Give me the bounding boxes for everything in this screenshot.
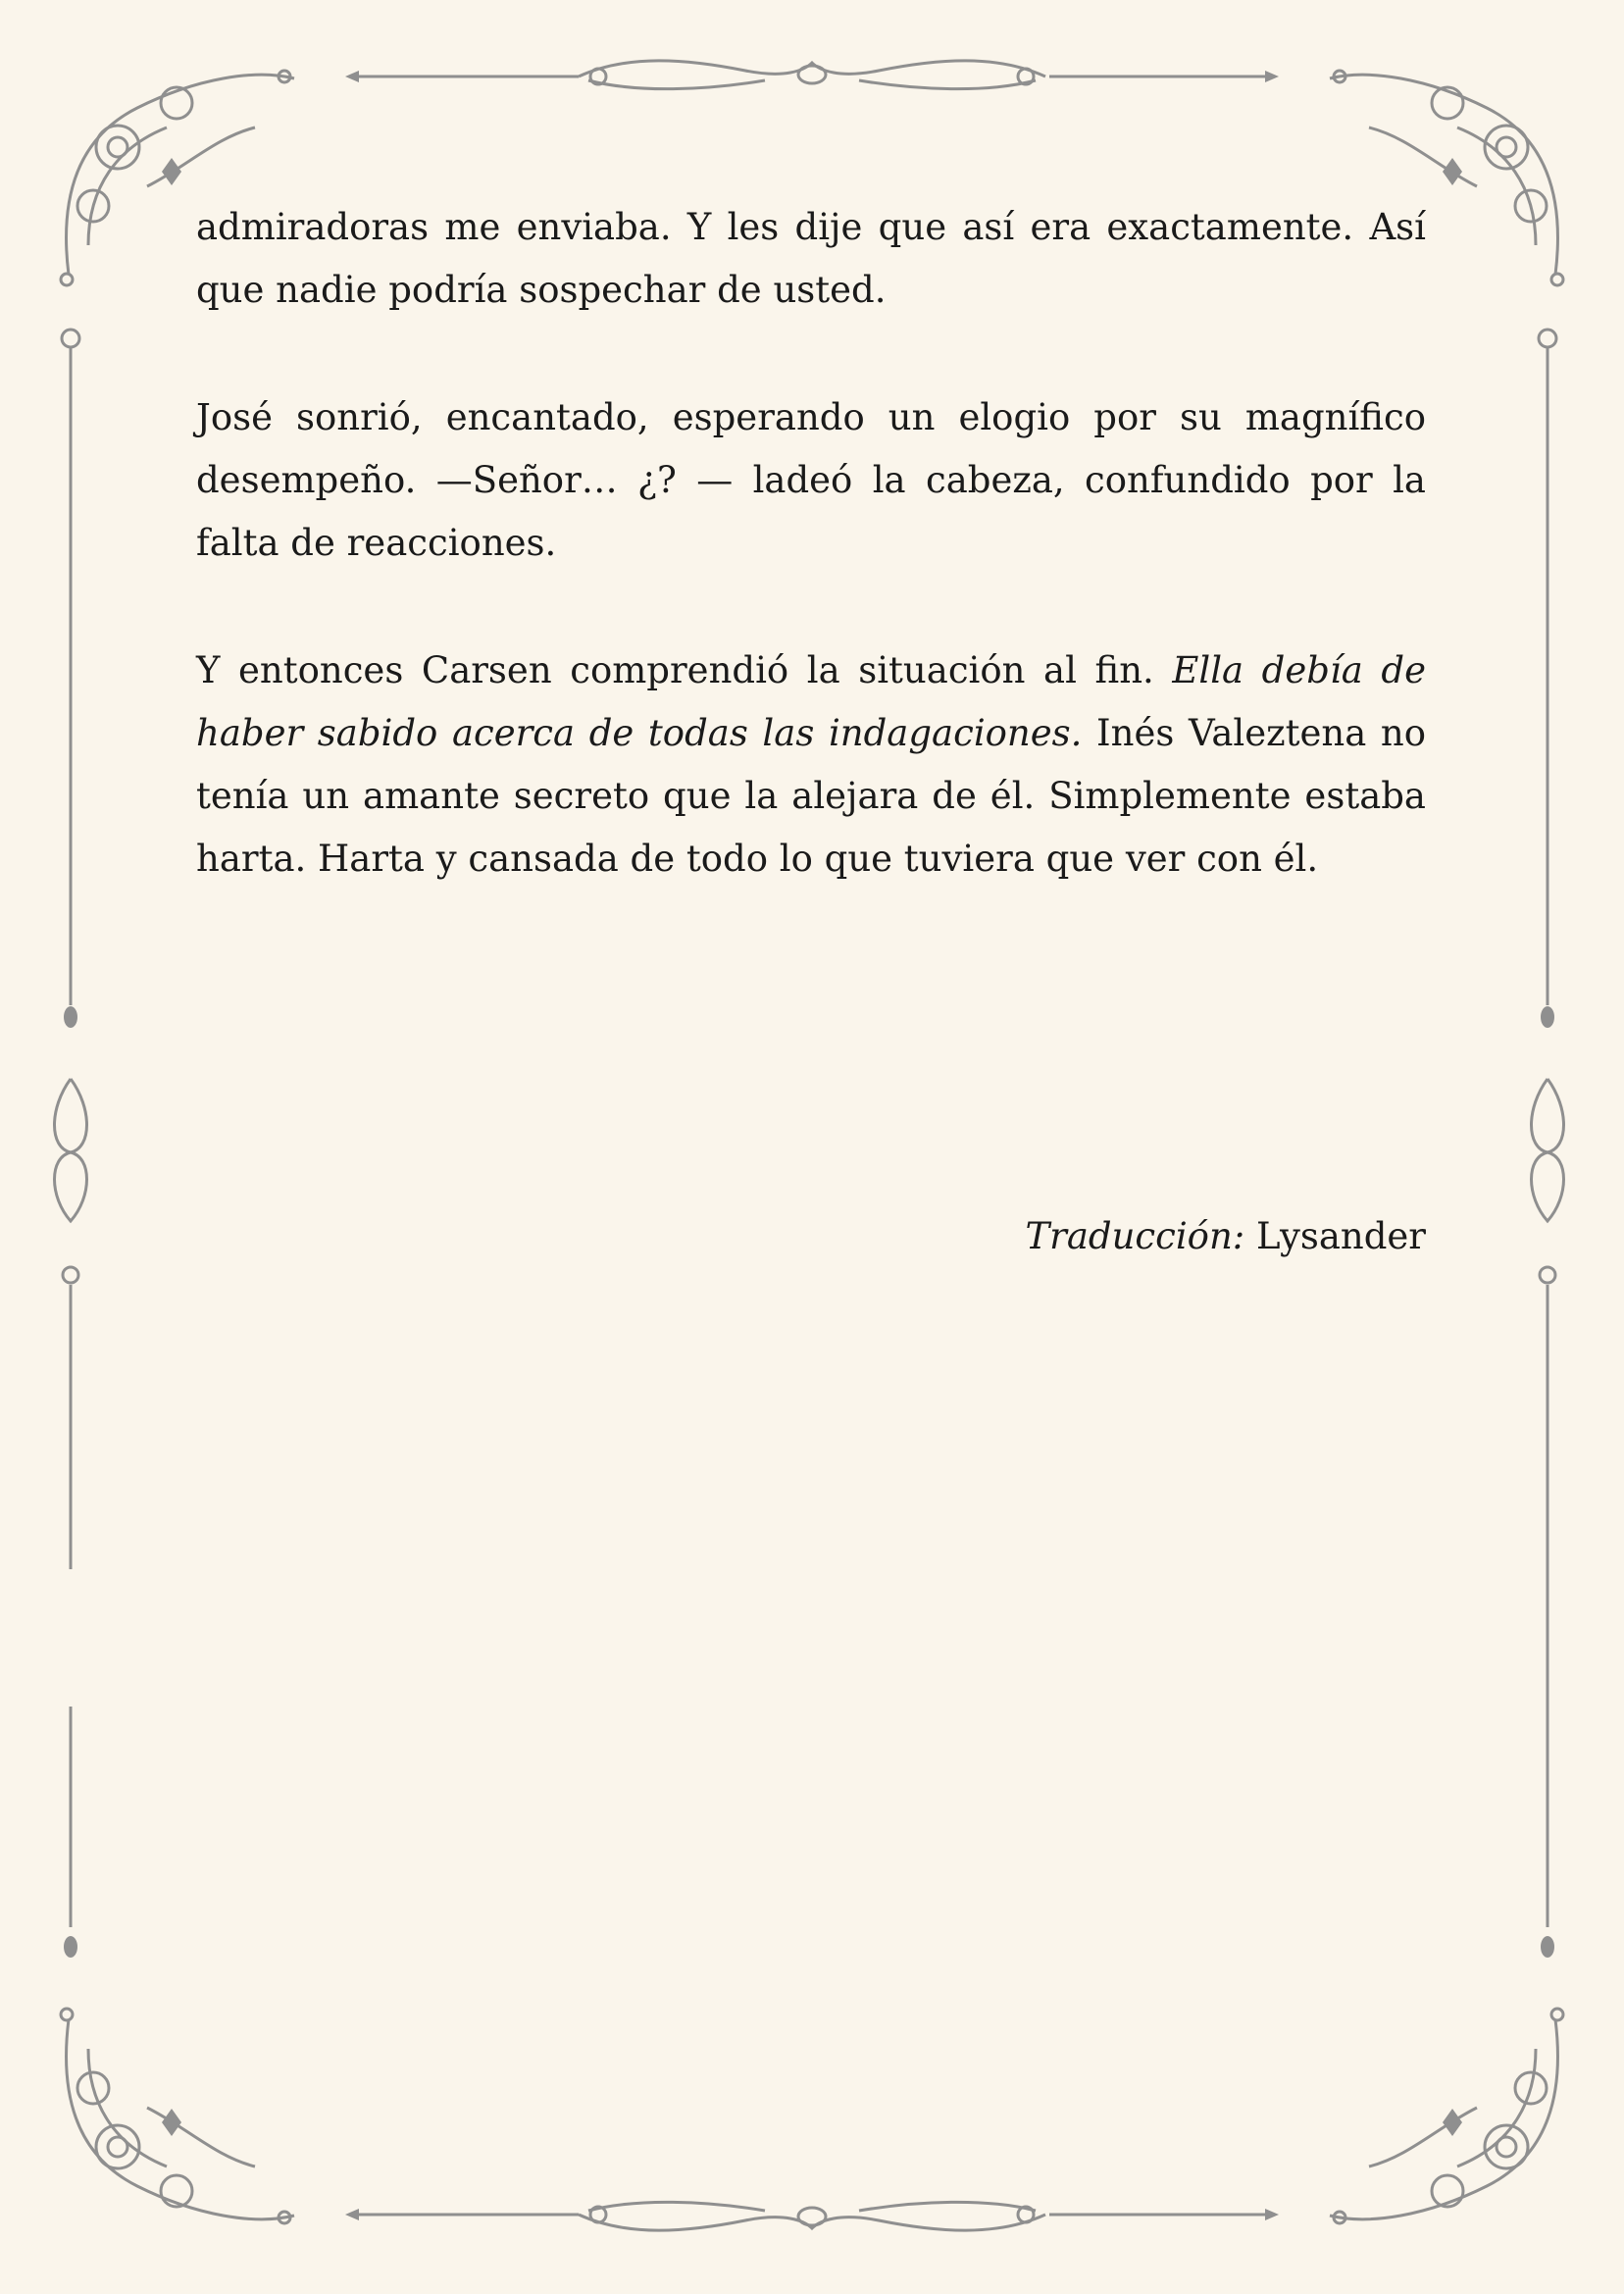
right-border-ornament (1532, 330, 1564, 1958)
corner-ornament-bottom-right (1330, 2009, 1563, 2223)
bottom-border-ornament (345, 2202, 1279, 2230)
text-segment: Y entonces Carsen comprendió la situación al fin. (196, 649, 1173, 691)
translation-credit (196, 1205, 1426, 1268)
paragraph (196, 196, 1426, 322)
text-segment: Inés Valeztena no tenía un amante secreto que la alejara de él. Simplemente estaba harta. Harta y cansada de todo lo que tuviera que ver con él. (196, 712, 1426, 880)
text-segment: admiradoras me enviaba. Y les dije que así era exactamente. Así que nadie podría sospechar de usted. (196, 206, 1426, 311)
corner-ornament-bottom-left (61, 2009, 294, 2223)
text-segment: José sonrió, encantado, esperando un elogio por su magnífico desempeño. —Señor… ¿? — ladeó la cabeza, confundido por la falta de reacciones. (196, 396, 1426, 564)
paragraph (196, 639, 1426, 891)
credit-label: Traducción: (1025, 1215, 1245, 1257)
paragraph (196, 386, 1426, 575)
italic-text-segment: Ella debía de haber sabido acerca de todas las indagaciones. (196, 649, 1426, 754)
top-border-ornament (345, 61, 1279, 89)
body-text (196, 196, 1426, 955)
translator-name: Lysander (1244, 1215, 1426, 1257)
left-border-ornament (55, 330, 87, 1958)
